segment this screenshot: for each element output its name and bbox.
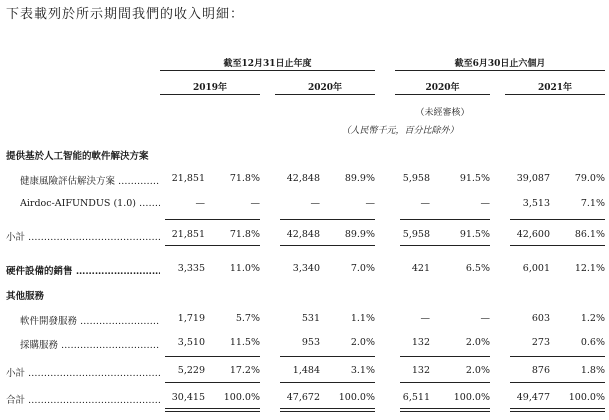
rule [280, 408, 375, 409]
cell-2019-amount: 30,415 [171, 392, 205, 403]
cell-2020h-pct: — [480, 198, 490, 209]
row-label: 硬件設備的銷售 ……………………………………… [6, 263, 160, 277]
row-label: 採購服務 ……………………………………… [20, 337, 160, 351]
cell-2019-amount: 5,229 [177, 365, 205, 376]
cell-2020-pct: 89.9% [344, 229, 375, 240]
rule-2019 [160, 94, 260, 95]
row-label: 小計 ……………………………………… [6, 365, 160, 379]
cell-2020h-amount: — [420, 198, 430, 209]
rule [400, 219, 490, 220]
rule [165, 219, 260, 220]
rule [510, 408, 605, 409]
header-half-group: 截至6月30日止六個月 [454, 59, 546, 69]
cell-2020h-pct: 2.0% [465, 365, 490, 376]
cell-2019-pct: 71.8% [229, 173, 260, 184]
rule [165, 408, 260, 409]
rule [165, 245, 260, 246]
cell-2020h-amount: 5,958 [402, 229, 430, 240]
cell-2019-pct: 100.0% [223, 392, 260, 403]
cell-2021h-pct: 1.8% [580, 365, 605, 376]
cell-2020-amount: 42,848 [286, 229, 320, 240]
cell-2019-amount: 3,335 [177, 263, 205, 274]
cell-2020h-pct: 2.0% [465, 337, 490, 348]
section-ai-software: 提供基於人工智能的軟件解決方案 [6, 151, 149, 162]
cell-2020-amount: 531 [301, 313, 320, 324]
header-2020: 2020年 [307, 83, 343, 93]
row-label: 軟件開發服務 ……………………………………… [20, 313, 160, 327]
rule [510, 245, 605, 246]
rule [510, 356, 605, 357]
rule [280, 411, 375, 412]
cell-2020-amount: 47,672 [286, 392, 320, 403]
cell-2020h-amount: 421 [411, 263, 430, 274]
cell-2020-amount: — [310, 198, 320, 209]
cell-2020-amount: 1,484 [292, 365, 320, 376]
cell-2020h-amount: 132 [411, 365, 430, 376]
cell-2019-amount: — [195, 198, 205, 209]
cell-2020-pct: 2.0% [350, 337, 375, 348]
header-2020-half: 2020年 [425, 83, 460, 93]
unit-note: （人民幣千元，百分比除外） [341, 126, 459, 136]
row-label: Airdoc-AIFUNDUS (1.0) ……………………………………… [20, 198, 160, 209]
header-rule-year [160, 70, 375, 71]
cell-2020h-pct: 100.0% [453, 392, 490, 403]
row-label: 合計 ……………………………………… [6, 392, 160, 406]
cell-2019-amount: 21,851 [171, 229, 205, 240]
header-2021-half: 2021年 [537, 83, 573, 93]
cell-2021h-pct: 12.1% [574, 263, 605, 274]
cell-2021h-amount: 42,600 [516, 229, 550, 240]
cell-2020h-pct: 91.5% [459, 173, 490, 184]
cell-2019-amount: 1,719 [177, 313, 205, 324]
row-label: 健康風險評估解決方案 ……………………………………… [20, 173, 160, 187]
cell-2021h-pct: 1.2% [580, 313, 605, 324]
cell-2021h-amount: 603 [531, 313, 550, 324]
cell-2020h-amount: 132 [411, 337, 430, 348]
rule [510, 411, 605, 412]
cell-2021h-pct: 79.0% [574, 173, 605, 184]
intro-text: 下表載列於所示期間我們的收入明細： [6, 7, 245, 22]
rule [400, 408, 490, 409]
cell-2020-pct: 3.1% [350, 365, 375, 376]
section-other-services: 其他服務 [6, 291, 45, 302]
cell-2020-pct: — [365, 198, 375, 209]
rule [400, 382, 490, 383]
cell-2020-amount: 3,340 [292, 263, 320, 274]
rule [280, 219, 375, 220]
rule [165, 411, 260, 412]
rule [165, 382, 260, 383]
rule [510, 219, 605, 220]
rule [280, 245, 375, 246]
cell-2020-pct: 100.0% [338, 392, 375, 403]
cell-2019-pct: 11.5% [229, 337, 260, 348]
cell-2020h-amount: — [420, 313, 430, 324]
cell-2020-pct: 7.0% [350, 263, 375, 274]
unaudited-note: （未經審核） [415, 108, 470, 118]
cell-2021h-pct: 86.1% [574, 229, 605, 240]
rule [280, 356, 375, 357]
cell-2020-pct: 1.1% [350, 313, 375, 324]
cell-2020-amount: 42,848 [286, 173, 320, 184]
cell-2020-amount: 953 [301, 337, 320, 348]
cell-2021h-amount: 39,087 [516, 173, 550, 184]
cell-2019-pct: 5.7% [235, 313, 260, 324]
rule [400, 245, 490, 246]
cell-2019-amount: 21,851 [171, 173, 205, 184]
cell-2020-pct: 89.9% [344, 173, 375, 184]
rule-2020 [275, 94, 375, 95]
header-2019: 2019年 [192, 83, 228, 93]
rule [400, 356, 490, 357]
cell-2021h-pct: 0.6% [580, 337, 605, 348]
cell-2020h-pct: 6.5% [465, 263, 490, 274]
cell-2020h-amount: 6,511 [402, 392, 430, 403]
cell-2021h-pct: 100.0% [568, 392, 605, 403]
cell-2019-pct: — [250, 198, 260, 209]
cell-2020h-amount: 5,958 [402, 173, 430, 184]
rule [510, 382, 605, 383]
cell-2019-pct: 11.0% [229, 263, 260, 274]
header-year-group: 截至12月31日止年度 [223, 59, 312, 69]
rule [400, 411, 490, 412]
cell-2020h-pct: 91.5% [459, 229, 490, 240]
rule [165, 356, 260, 357]
cell-2019-pct: 17.2% [229, 365, 260, 376]
row-label: 小計 ……………………………………… [6, 229, 160, 243]
header-rule-half [395, 70, 605, 71]
rule [280, 382, 375, 383]
cell-2021h-amount: 3,513 [522, 198, 550, 209]
cell-2021h-pct: 7.1% [580, 198, 605, 209]
cell-2021h-amount: 6,001 [522, 263, 550, 274]
cell-2021h-amount: 876 [531, 365, 550, 376]
cell-2021h-amount: 49,477 [516, 392, 550, 403]
cell-2019-pct: 71.8% [229, 229, 260, 240]
cell-2021h-amount: 273 [531, 337, 550, 348]
rule-2021-half [505, 94, 605, 95]
cell-2019-amount: 3,510 [177, 337, 205, 348]
cell-2020h-pct: — [480, 313, 490, 324]
rule-2020-half [395, 94, 490, 95]
